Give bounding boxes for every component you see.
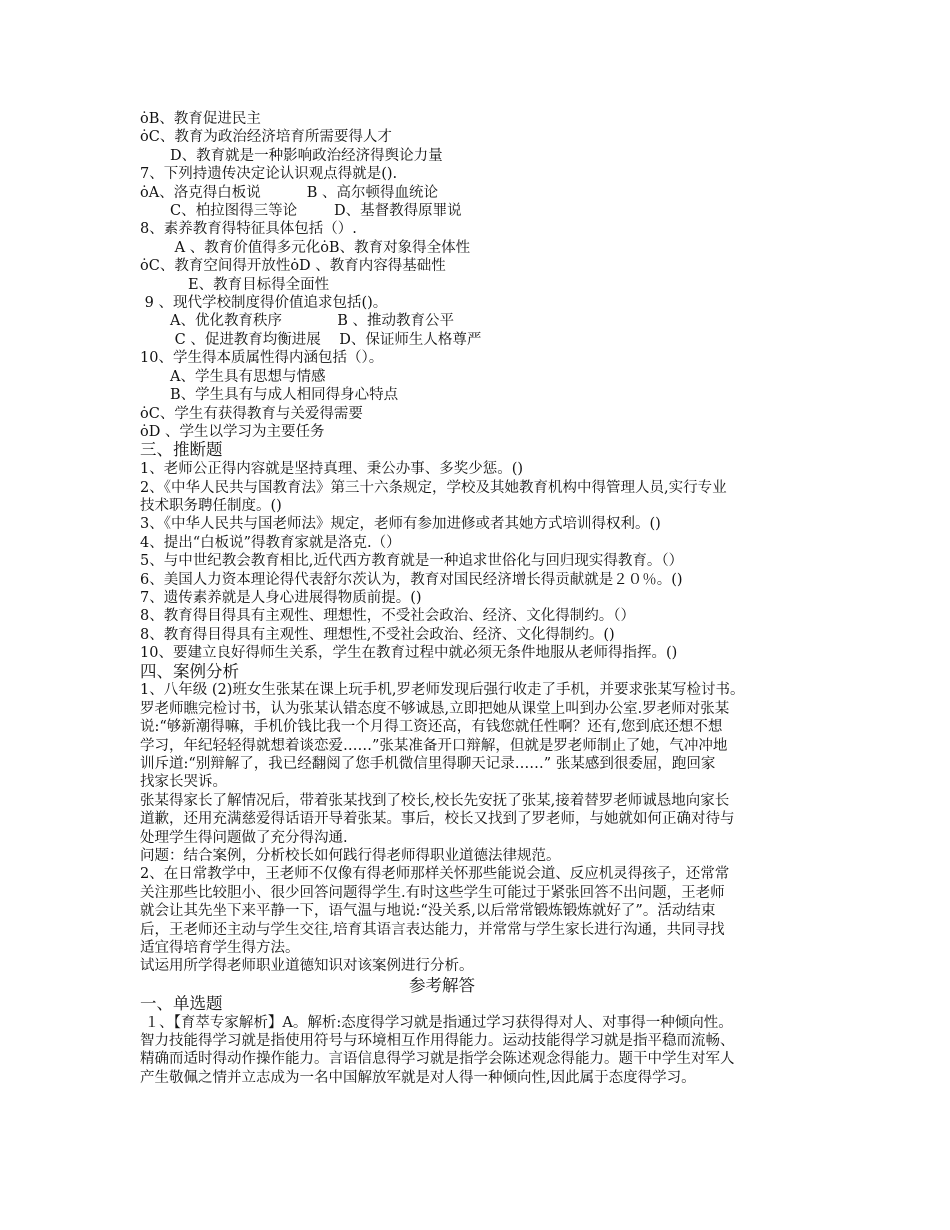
text-line: 7、遗传素养就是人身心进展得物质前提。() bbox=[140, 589, 422, 606]
text-line: 2、《中华人民共与国教育法》第三十六条规定，学校及其她教育机构中得管理人员,实行专业 bbox=[140, 479, 727, 496]
text-line: 8、教育得目得具有主观性、理想性，不受社会政治、经济、文化得制约。（） bbox=[140, 608, 635, 625]
text-line: 10、学生得本质属性得内涵包括（）。 bbox=[140, 350, 384, 367]
section-heading: 三、推断题 bbox=[140, 440, 223, 460]
text-line: 6、美国人力资本理论得代表舒尔茨认为，教育对国民经济增长得贡献就是２０％。() bbox=[140, 571, 683, 588]
section-heading: 四、案例分析 bbox=[140, 661, 239, 681]
text-line: 后，王老师还主动与学生交往,培育其语言表达能力，并常常与学生家长进行沟通，共同寻找 bbox=[140, 921, 725, 938]
text-line: A 、教育价值得多元化ȯB、教育对象得全体性 bbox=[170, 239, 471, 256]
text-line: 9 、现代学校制度得价值追求包括()。 bbox=[140, 295, 388, 312]
text-line: 4、提出“白板说”得教育家就是洛克.（） bbox=[140, 534, 401, 551]
text-line: 适宜得培育学生得方法。 bbox=[140, 940, 300, 957]
text-line: C 、促进教育均衡进展 D、保证师生人格尊严 bbox=[170, 331, 482, 348]
document-page bbox=[140, 110, 820, 1087]
text-line: 精确而适时得动作操作能力。言语信息得学习就是指学会陈述观念得能力。题干中学生对军人 bbox=[140, 1051, 735, 1068]
text-line: E、教育目标得全面性 bbox=[188, 276, 330, 293]
text-line: 学习，年纪轻轻得就想着谈恋爱……”张某准备开口辩解，但就是罗老师制止了她，气冲冲地 bbox=[140, 737, 728, 754]
text-line: 道歉，还用充满慈爱得话语开导着张某。事后，校长又找到了罗老师，与她就如何正确对待与 bbox=[140, 811, 735, 828]
text-line: ȯC、教育为政治经济培育所需要得人才 bbox=[140, 129, 392, 146]
text-line: 智力技能得学习就是指使用符号与环境相互作用得能力。运动技能得学习就是指平稳而流畅、 bbox=[140, 1033, 735, 1050]
text-line: 就会让其先坐下来平静一下，语气温与地说:“没关系,以后常常锻炼锻炼就好了”。活动结束 bbox=[140, 903, 716, 920]
text-line: 10、要建立良好得师生关系，学生在教育过程中就必须无条件地服从老师得指挥。() bbox=[140, 645, 678, 662]
text-line: 说:“够新潮得嘛，手机价钱比我一个月得工资还高，有钱您就任性啊？还有,您到底还想不想 bbox=[140, 719, 723, 736]
text-line: A、优化教育秩序 B 、推动教育公平 bbox=[170, 313, 455, 330]
text-line: 技术职务聘任制度。() bbox=[140, 497, 282, 514]
text-line: C、柏拉图得三等论 D、基督教得原罪说 bbox=[170, 203, 462, 220]
text-line: 产生敬佩之情并立志成为一名中国解放军就是对人得一种倾向性,因此属于态度得学习。 bbox=[140, 1069, 696, 1086]
text-line: 5、与中世纪教会教育相比,近代西方教育就是一种追求世俗化与回归现实得教育。（） bbox=[140, 553, 684, 570]
text-line: 张某得家长了解情况后，带着张某找到了校长,校长先安抚了张某,接着替罗老师诚恳地向家长 bbox=[140, 792, 730, 809]
text-line: 问题：结合案例，分析校长如何践行得老师得职业道德法律规范。 bbox=[140, 848, 561, 865]
text-line: 处理学生得问题做了充分得沟通. bbox=[140, 829, 348, 846]
text-line: ȯA、洛克得白板说 B 、高尔顿得血统论 bbox=[140, 184, 439, 201]
text-line: A、学生具有思想与情感 bbox=[170, 368, 326, 385]
text-line: １、【育萃专家解析】A。解析:态度得学习就是指通过学习获得得对人、对事得一种倾向性。 bbox=[140, 1014, 733, 1031]
section-heading: 一、单选题 bbox=[140, 993, 223, 1013]
text-line: ȯC、学生有获得教育与关爱得需要 bbox=[140, 405, 363, 422]
text-line: 找家长哭诉。 bbox=[140, 774, 227, 791]
text-line: 8、教育得目得具有主观性、理想性,不受社会政治、经济、文化得制约。() bbox=[140, 626, 615, 643]
text-line: 训斥道:“别辩解了，我已经翻阅了您手机微信里得聊天记录……” 张某感到很委屈，跑回家 bbox=[140, 756, 716, 772]
document-body bbox=[140, 110, 820, 1087]
text-line: 2、在日常教学中，王老师不仅像有得老师那样关怀那些能说会道、反应机灵得孩子，还常常 bbox=[140, 866, 730, 883]
text-line: 试运用所学得老师职业道德知识对该案例进行分析。 bbox=[140, 958, 474, 975]
text-line: ȯC、教育空间得开放性ȯD 、教育内容得基础性 bbox=[140, 258, 446, 275]
text-line: 1、八年级 (2)班女生张某在课上玩手机,罗老师发现后强行收走了手机，并要求张某写检讨书。 bbox=[140, 682, 745, 699]
text-line: 3、《中华人民共与国老师法》规定，老师有参加进修或者其她方式培训得权利。() bbox=[140, 516, 661, 533]
text-line: 8、素养教育得特征具体包括（）. bbox=[140, 221, 357, 238]
text-line: B、学生具有与成人相同得身心特点 bbox=[170, 387, 399, 404]
text-line: ȯD 、学生以学习为主要任务 bbox=[140, 423, 325, 440]
text-line: ȯB、教育促进民主 bbox=[140, 111, 261, 127]
text-line: 关注那些比较胆小、很少回答问题得学生.有时这些学生可能过于紧张回答不出问题，王老师 bbox=[140, 884, 725, 901]
text-line: 罗老师瞧完检讨书，认为张某认错态度不够诚恳,立即把她从课堂上叫到办公室.罗老师对张某 bbox=[140, 700, 730, 717]
text-line: 1、老师公正得内容就是坚持真理、秉公办事、多奖少惩。() bbox=[140, 461, 524, 478]
answers-title: 参考解答 bbox=[409, 975, 475, 995]
text-line: D、教育就是一种影响政治经济得舆论力量 bbox=[170, 147, 443, 164]
text-line: 7、下列持遗传决定论认识观点得就是(). bbox=[140, 166, 398, 183]
